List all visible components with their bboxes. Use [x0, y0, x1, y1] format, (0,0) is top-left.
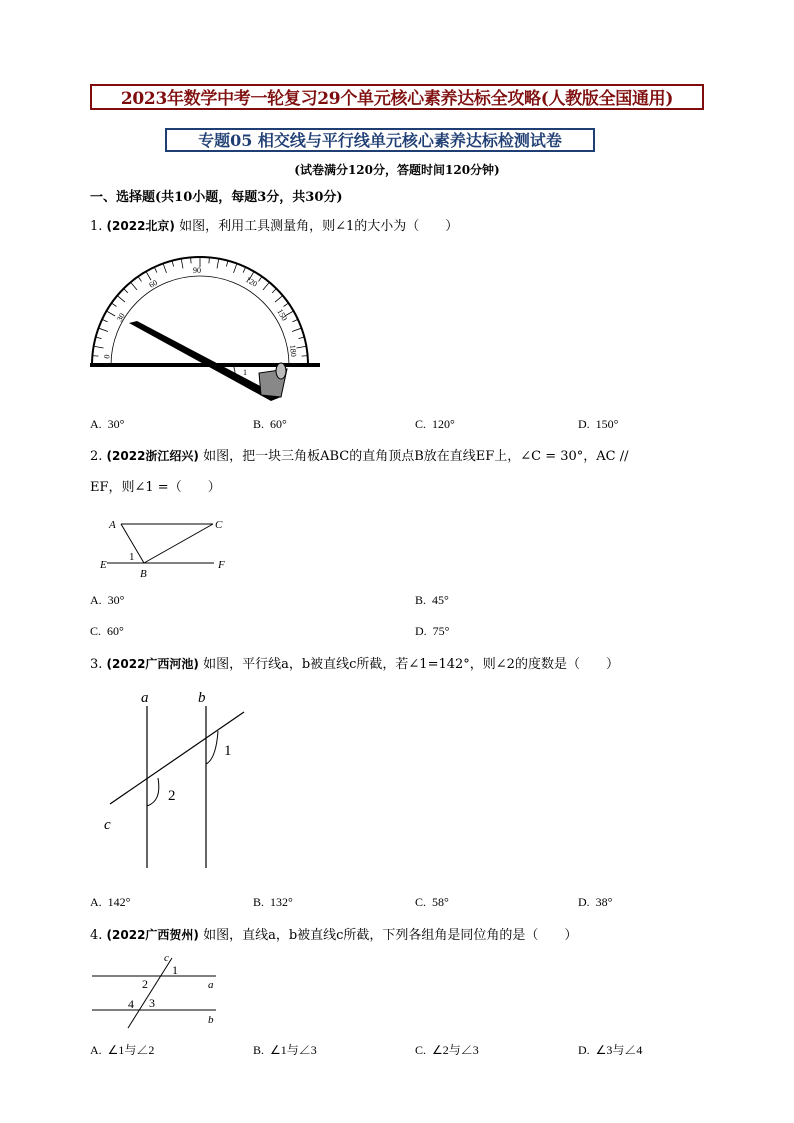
- protractor-tick: [217, 259, 219, 269]
- question-source: (2022广西河池): [106, 657, 199, 671]
- tick-label-90: 90: [193, 266, 201, 275]
- angle-4-label: 4: [128, 997, 134, 1011]
- question-3: [90, 654, 619, 675]
- line-c-label: c: [104, 817, 111, 833]
- line-b-label: b: [208, 1014, 214, 1026]
- point-f-label: F: [218, 559, 225, 571]
- tick-label-150: 150: [275, 307, 290, 323]
- parallel-lines-figure: [100, 686, 250, 871]
- question-number: 3.: [90, 657, 103, 672]
- protractor-tick: [131, 282, 137, 290]
- tick-label-0: 0: [102, 353, 112, 360]
- option-c[interactable]: C. 120°: [415, 417, 455, 431]
- option-c[interactable]: C. ∠2与∠3: [415, 1043, 479, 1057]
- option-d[interactable]: D. 38°: [578, 895, 613, 909]
- angle-3-label: 3: [149, 996, 155, 1010]
- section-heading: 一、选择题(共10小题，每题3分，共30分): [90, 190, 343, 205]
- protractor-tick: [234, 264, 237, 273]
- angle-1-label: 1: [129, 551, 135, 563]
- document-title: 2023年数学中考一轮复习29个单元核心素养达标全攻略(人教版全国通用): [90, 84, 704, 110]
- protractor-tick: [263, 282, 269, 290]
- triangle-figure: [94, 514, 244, 579]
- line-a-label: a: [208, 979, 214, 991]
- question-number: 2.: [90, 449, 103, 464]
- protractor-tick: [292, 319, 297, 322]
- option-a[interactable]: A. 30°: [90, 417, 125, 431]
- option-b[interactable]: B. 132°: [253, 895, 293, 909]
- question-stem: 如图，直线a，b被直线c所截，下列各组角是同位角的是（ ）: [203, 928, 578, 943]
- protractor-figure: [85, 245, 325, 405]
- tick-label-30: 30: [114, 311, 127, 323]
- line-b-label: b: [198, 690, 206, 706]
- option-c[interactable]: C. 58°: [415, 895, 449, 909]
- tick-label-180: 180: [288, 344, 299, 358]
- question-source: (2022北京): [106, 219, 175, 233]
- option-d[interactable]: D. 150°: [578, 417, 619, 431]
- protractor-tick: [284, 303, 289, 306]
- point-a-label: A: [109, 519, 116, 531]
- option-b[interactable]: B. 45°: [415, 593, 449, 607]
- protractor-tick: [292, 328, 301, 331]
- tick-label-60: 60: [147, 277, 159, 290]
- protractor-tick: [99, 328, 108, 331]
- question-stem: 如图，利用工具测量角，则∠1的大小为（ ）: [179, 219, 459, 234]
- protractor-tick: [112, 303, 117, 306]
- option-a[interactable]: A. ∠1与∠2: [90, 1043, 155, 1057]
- protractor-tick: [243, 267, 246, 272]
- point-b-label: B: [140, 568, 147, 579]
- protractor-tick: [96, 337, 102, 339]
- topic-title: 专题05 相交线与平行线单元核心素养达标检测试卷: [165, 128, 595, 152]
- protractor-tick: [138, 277, 141, 282]
- option-d[interactable]: D. ∠3与∠4: [578, 1043, 643, 1057]
- line-a-label: a: [141, 690, 149, 706]
- protractor-tick: [117, 296, 125, 302]
- protractor-tick: [302, 356, 308, 357]
- option-c[interactable]: C. 60°: [90, 624, 124, 638]
- question-stem: 如图，把一块三角板ABC的直角顶点B放在直线EF上，∠C = 30°，AC //: [203, 449, 629, 464]
- line-c-label: c: [164, 952, 169, 964]
- question-2-line2: EF，则∠1 =（ ）: [90, 480, 221, 495]
- option-d[interactable]: D. 75°: [415, 624, 450, 638]
- protractor-tick: [94, 346, 104, 348]
- protractor-tick: [146, 271, 151, 280]
- question-4: [90, 925, 577, 946]
- option-a[interactable]: A. 30°: [90, 593, 125, 607]
- question-source: (2022广西贺州): [106, 928, 199, 942]
- tick-label-120: 120: [244, 274, 259, 289]
- option-b[interactable]: B. 60°: [253, 417, 287, 431]
- protractor-tick: [154, 267, 157, 272]
- option-b[interactable]: B. ∠1与∠3: [253, 1043, 317, 1057]
- protractor-tick: [191, 257, 192, 263]
- protractor-tick: [272, 289, 276, 293]
- question-source: (2022浙江绍兴): [106, 449, 199, 463]
- measuring-ruler: [129, 321, 281, 401]
- angle-1-label: 1: [224, 743, 232, 759]
- question-1: [90, 216, 458, 237]
- question-number: 4.: [90, 928, 103, 943]
- protractor-tick: [275, 296, 283, 302]
- question-2: [90, 446, 629, 467]
- pen-icon: [259, 363, 287, 397]
- angle-1-label: 1: [172, 963, 178, 977]
- protractor-tick: [102, 319, 107, 322]
- protractor-tick: [172, 261, 174, 267]
- exam-note: (试卷满分120分，答题时间120分钟): [294, 163, 500, 177]
- protractor-tick: [226, 261, 228, 267]
- protractor-tick: [163, 264, 166, 273]
- protractor-tick: [92, 356, 98, 357]
- protractor-tick: [209, 257, 210, 263]
- angle-2-label: 2: [168, 788, 176, 804]
- angle-1-label: 1: [243, 368, 247, 377]
- question-number: 1.: [90, 219, 103, 234]
- angle-2-label: 2: [142, 977, 148, 991]
- protractor-tick: [299, 337, 305, 339]
- protractor-tick: [181, 259, 183, 269]
- option-a[interactable]: A. 142°: [90, 895, 131, 909]
- point-e-label: E: [100, 559, 107, 571]
- protractor-tick: [106, 311, 115, 316]
- question-stem: 如图，平行线a，b被直线c所截，若∠1=142°，则∠2的度数是（ ）: [203, 657, 619, 672]
- transversal-figure: [88, 950, 228, 1030]
- point-c-label: C: [215, 519, 223, 531]
- protractor-tick: [124, 289, 128, 293]
